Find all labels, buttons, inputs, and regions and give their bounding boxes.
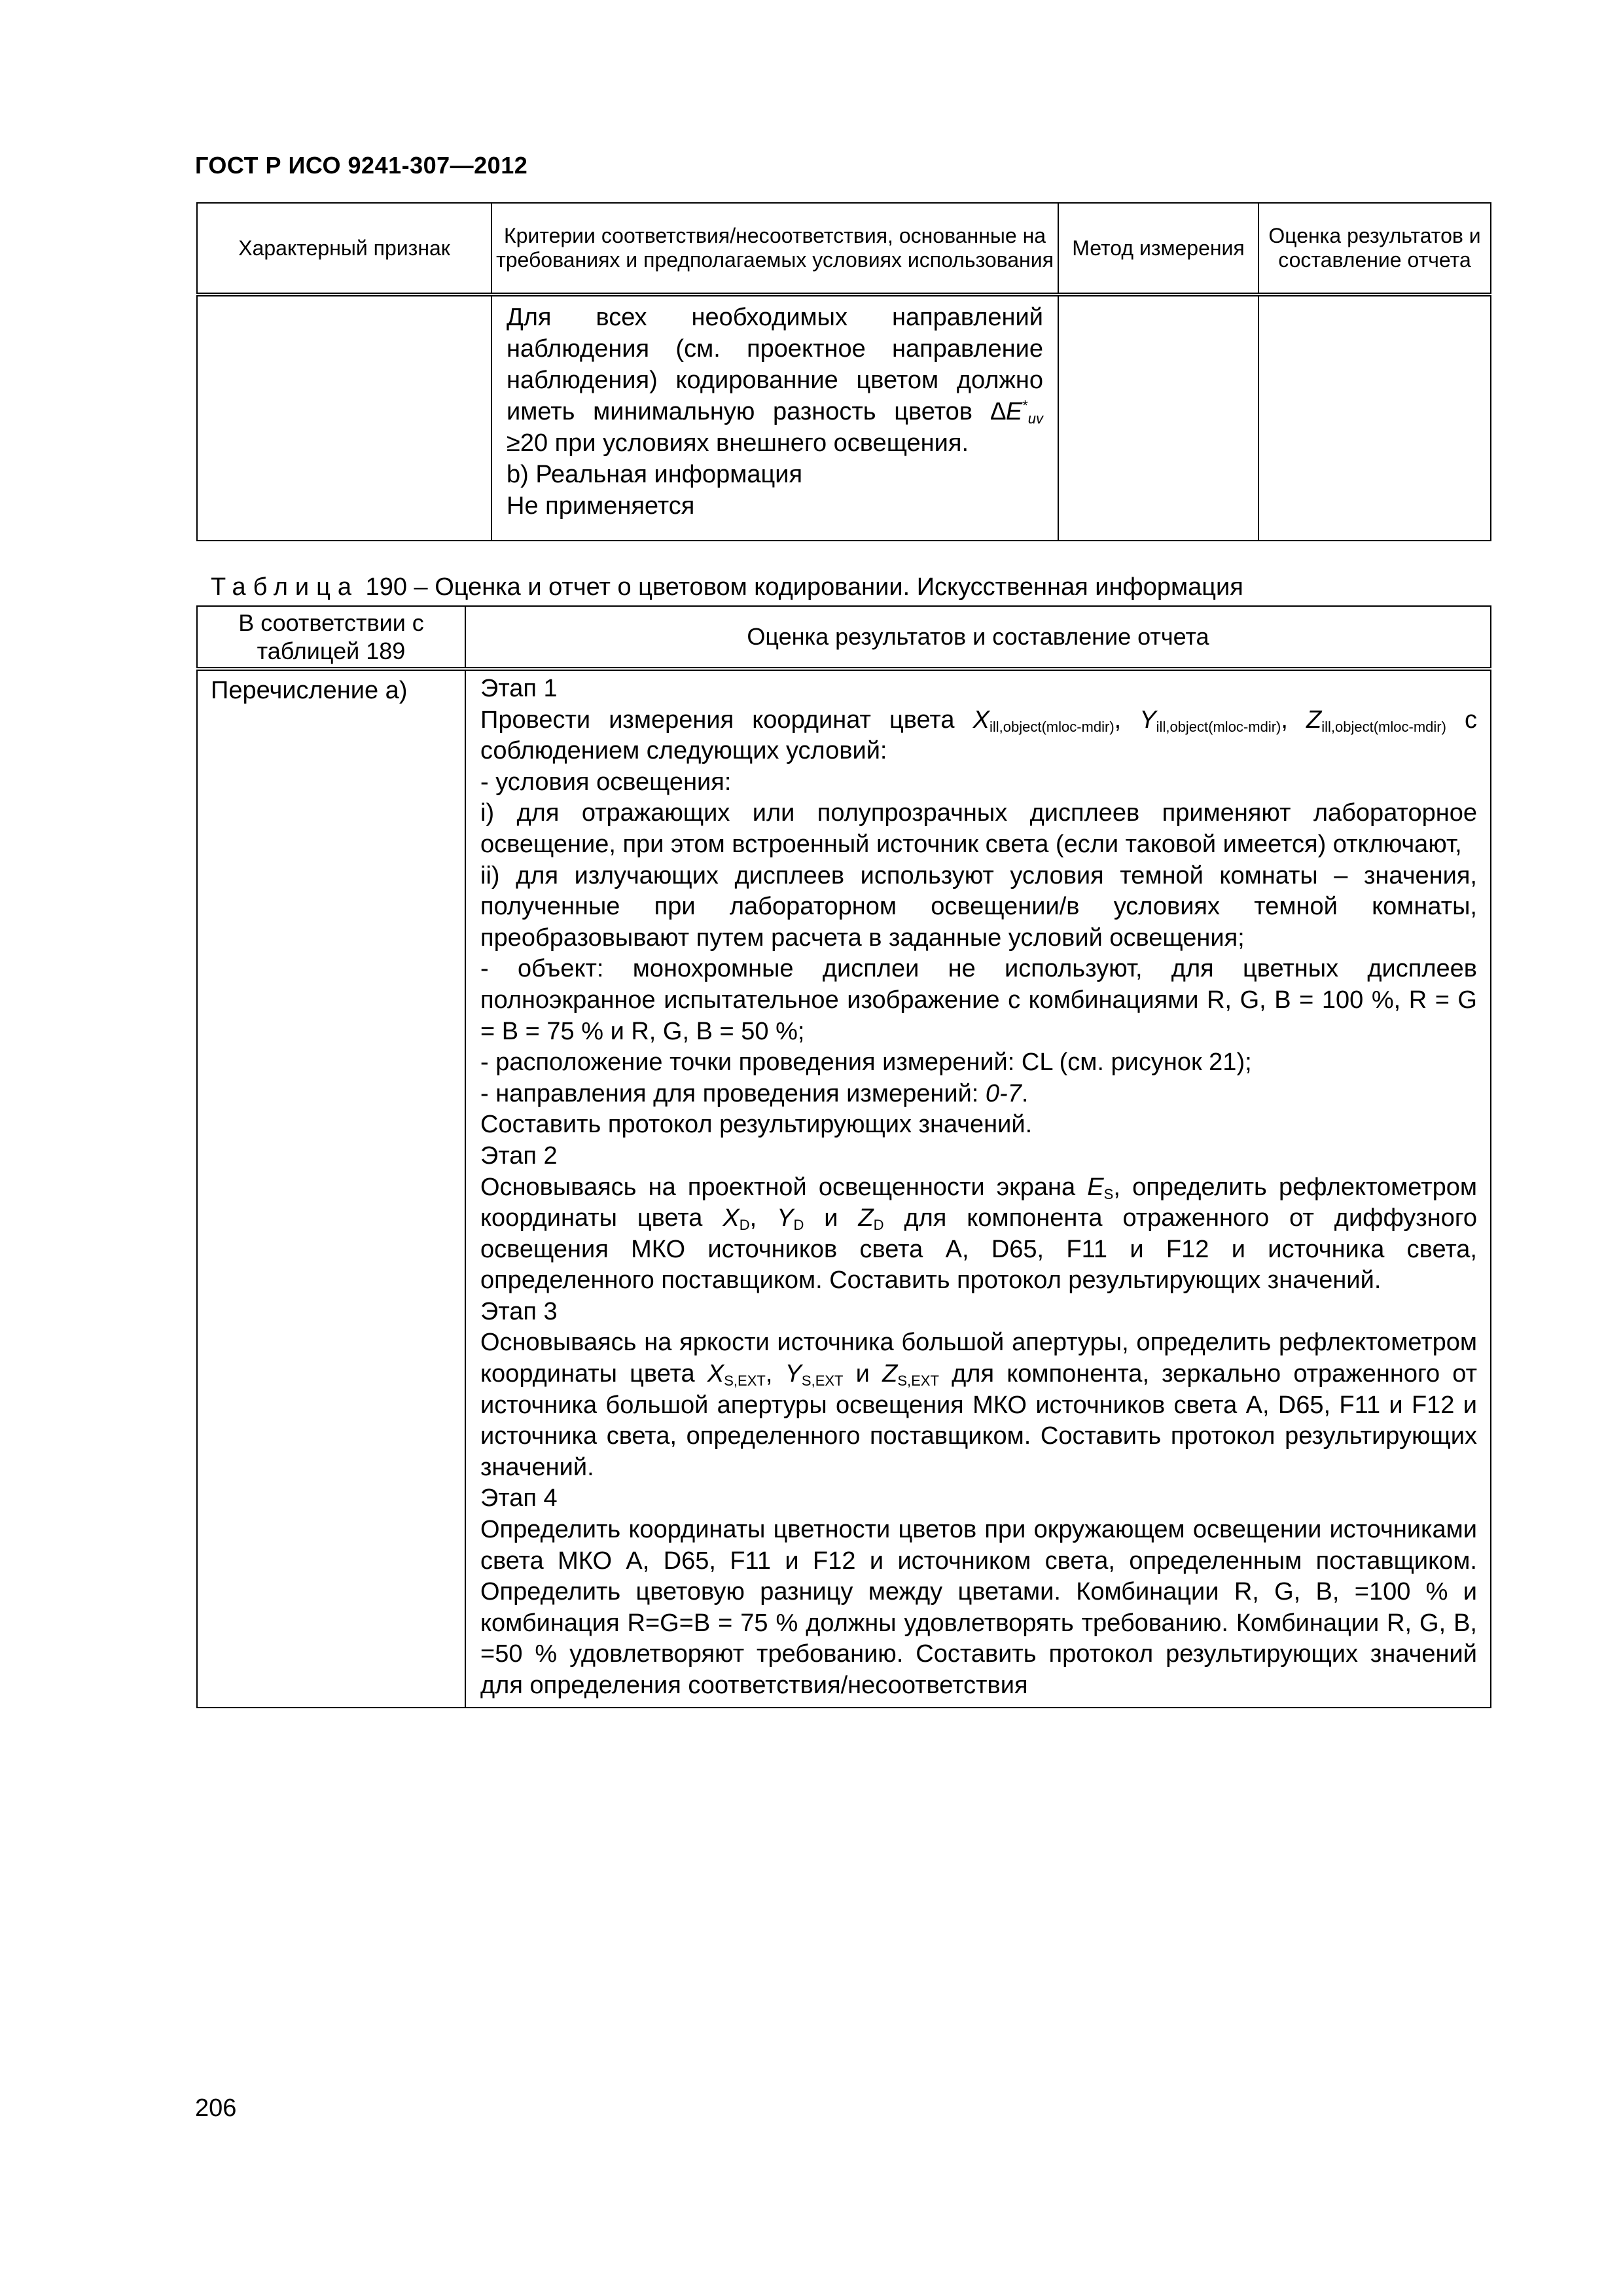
feature-cell — [197, 295, 491, 541]
symbol-y: Y — [777, 1204, 794, 1232]
symbol-z: Z — [858, 1204, 874, 1232]
symbol-z: Z — [882, 1360, 898, 1388]
directions-value: 0-7 — [985, 1079, 1022, 1107]
stage-2-title: Этап 2 — [480, 1141, 558, 1170]
column-header-criteria: Критерии соответствия/несоответствия, основанные на требованиях и предполагаемых условиях использования — [491, 203, 1058, 295]
stage-1-line: i) для отражающих или полупрозрачных дисплеев применяют лабораторное освещение, при этом встроенный источник света (если таковой имеется) отключают, — [480, 799, 1477, 858]
symbol-y: Y — [785, 1360, 802, 1388]
subscript: ill,object(mloc-mdir) — [1156, 718, 1281, 735]
stage-3-text-part: для компонента, зеркально отраженного от источника большой апертуры освещения МКО источников света A, D65, F11 и F12 и источника света, определенного поставщиком. Составить протокол результирующих значений. — [480, 1360, 1477, 1481]
subscript: S,EXT — [724, 1372, 766, 1390]
measure-text: Провести измерения координат цвета — [480, 706, 973, 734]
subscript: S,EXT — [801, 1372, 844, 1390]
stage-1-line: - условия освещения: — [480, 768, 732, 796]
delta-e-symbol: ∆E — [990, 398, 1023, 425]
page-number: 206 — [195, 2094, 237, 2122]
symbol-x: X — [722, 1204, 740, 1232]
table-row — [197, 295, 1491, 541]
stage-1-directions — [480, 1079, 1477, 1110]
stage-1-line: - объект: монохромные дисплеи не используют, для цветных дисплеев полноэкранное испытательное изображение с комбинациями R, G, B = 100 %, R = G = B = 75 % и R, G, B = 50 %; — [480, 955, 1477, 1045]
stage-2-text-part: , определить рефлектометром координаты цвета — [480, 1173, 1477, 1232]
stage-2-text-part: для компонента отраженного от диффузного освещения МКО источников света A, D65, F11 и F12 и источника света, определенного поставщиком. Составить протокол результирующих значений. — [480, 1204, 1477, 1295]
stage-2-text-part: Основываясь на проектной освещенности экрана — [480, 1173, 1088, 1201]
stage-1-line: - расположение точки проведения измерений: CL (см. рисунок 21); — [480, 1049, 1252, 1077]
method-cell — [1058, 295, 1258, 541]
column-header-reference: В соответствии с таблицей 189 — [197, 606, 465, 669]
column-header-evaluation: Оценка результатов и составление отчета — [465, 606, 1491, 669]
subscript: D — [793, 1217, 804, 1234]
stage-3-title: Этап 3 — [480, 1297, 558, 1325]
criteria-text: Для всех необходимых направлений наблюдения (см. проектное направление наблюдения) кодированние цветом должно иметь минимальную разность цветов — [507, 304, 1043, 425]
table-189-continuation — [196, 202, 1491, 541]
directions-text: - направления для проведения измерений: — [480, 1079, 986, 1107]
column-header-evaluation: Оценка результатов и составление отчета — [1258, 203, 1491, 295]
not-applied: Не применяется — [507, 492, 695, 520]
evaluation-cell — [1258, 295, 1491, 541]
document-header: ГОСТ Р ИСО 9241-307—2012 — [195, 152, 528, 179]
stage-3-text: Основываясь на яркости источника большой апертуры, определить рефлектометром координаты цвета $X_{S,EXT}$, $Y_{S,EXT}$ и $Z_{S,EXT}$ для компонента, зеркально отраженного от источника большой апертуры освещения МКО источников света A, D65, F11 и F12 и источника света, определенного поставщиком. Составить протокол результирующих значений. — [480, 1329, 1477, 1481]
subscript: D — [873, 1217, 884, 1234]
delta-e-star: * — [1022, 397, 1028, 414]
item-b: b) Реальная информация — [507, 461, 803, 488]
caption-text: 190 – Оценка и отчет о цветовом кодировании. Искусственная информация — [359, 573, 1243, 601]
table-header-row — [197, 606, 1491, 669]
table-row — [197, 669, 1491, 1708]
subscript: ill,object(mloc-mdir) — [1321, 718, 1446, 735]
stage-1-title: Этап 1 — [480, 675, 558, 702]
table-190 — [196, 605, 1491, 1708]
symbol-y: Y — [1139, 706, 1156, 734]
column-header-method: Метод измерения — [1058, 203, 1258, 295]
criteria-text-rest: ≥20 при условиях внешнего освещения. — [507, 429, 969, 457]
symbol-e: E — [1087, 1173, 1104, 1201]
stage-4-text: Определить координаты цветности цветов при окружающем освещении источниками света МКО A, D65, F11 и F12 и источником света, определенным поставщиком. Определить цветовую разницу между цветами. Комбинации R, G, B, =100 % и комбинация R=G=B = 75 % должны удовлетворять требованию. Комбинации R, G, B, =50 % удовлетворяют требованию. Составить протокол результирующих значений для определения соответствия/несоответствия — [480, 1516, 1477, 1699]
stage-1-measure: Провести измерения координат цвета $X_{ill,object(mloc-mdir)}$, $Y_{ill,object(mloc-mdir)}$, $Z_{ill,object(mloc-mdir)}$ с соблюдением следующих условий: — [480, 706, 1478, 765]
directions-post: . — [1021, 1079, 1029, 1107]
symbol-x: X — [972, 706, 990, 734]
table-header-row — [197, 203, 1491, 295]
delta-e-subscript: uv — [1027, 410, 1043, 427]
subscript: S,EXT — [897, 1372, 939, 1390]
subscript: D — [739, 1217, 750, 1234]
stage-1-report: Составить протокол результирующих значений. — [480, 1111, 1033, 1139]
stage-2-text: Основываясь на проектной освещенности экрана $E_S$, определить рефлектометром координаты цвета $X_D$, $Y_D$ и $Z_D$ для компонента отраженного от диффузного освещения МКО источников света A, D65, F11 и F12 и источника света, определенного поставщиком. Составить протокол результирующих значений. — [480, 1173, 1477, 1295]
subscript: ill,object(mloc-mdir) — [989, 718, 1115, 735]
criteria-cell — [491, 295, 1058, 541]
column-header-feature: Характерный признак — [197, 203, 491, 295]
measure-text-post: с соблюдением следующих условий: — [480, 706, 1478, 765]
subscript: S — [1103, 1185, 1114, 1202]
symbol-x: X — [707, 1360, 724, 1388]
row-label: Перечисление а) — [197, 669, 465, 1708]
table-190-caption — [211, 573, 1243, 601]
stage-1-line: ii) для излучающих дисплеев используют условия темной комнаты – значения, полученные при лабораторном освещении/в условиях темной комнаты, преобразовывают путем расчета в заданные условий освещения; — [480, 861, 1477, 952]
stage-4-title: Этап 4 — [480, 1484, 558, 1513]
evaluation-body — [465, 669, 1491, 1708]
stage-3-text-part: Основываясь на яркости источника большой апертуры, определить рефлектометром координаты цвета — [480, 1329, 1477, 1388]
symbol-z: Z — [1306, 706, 1322, 734]
caption-label: Таблица — [211, 573, 359, 601]
